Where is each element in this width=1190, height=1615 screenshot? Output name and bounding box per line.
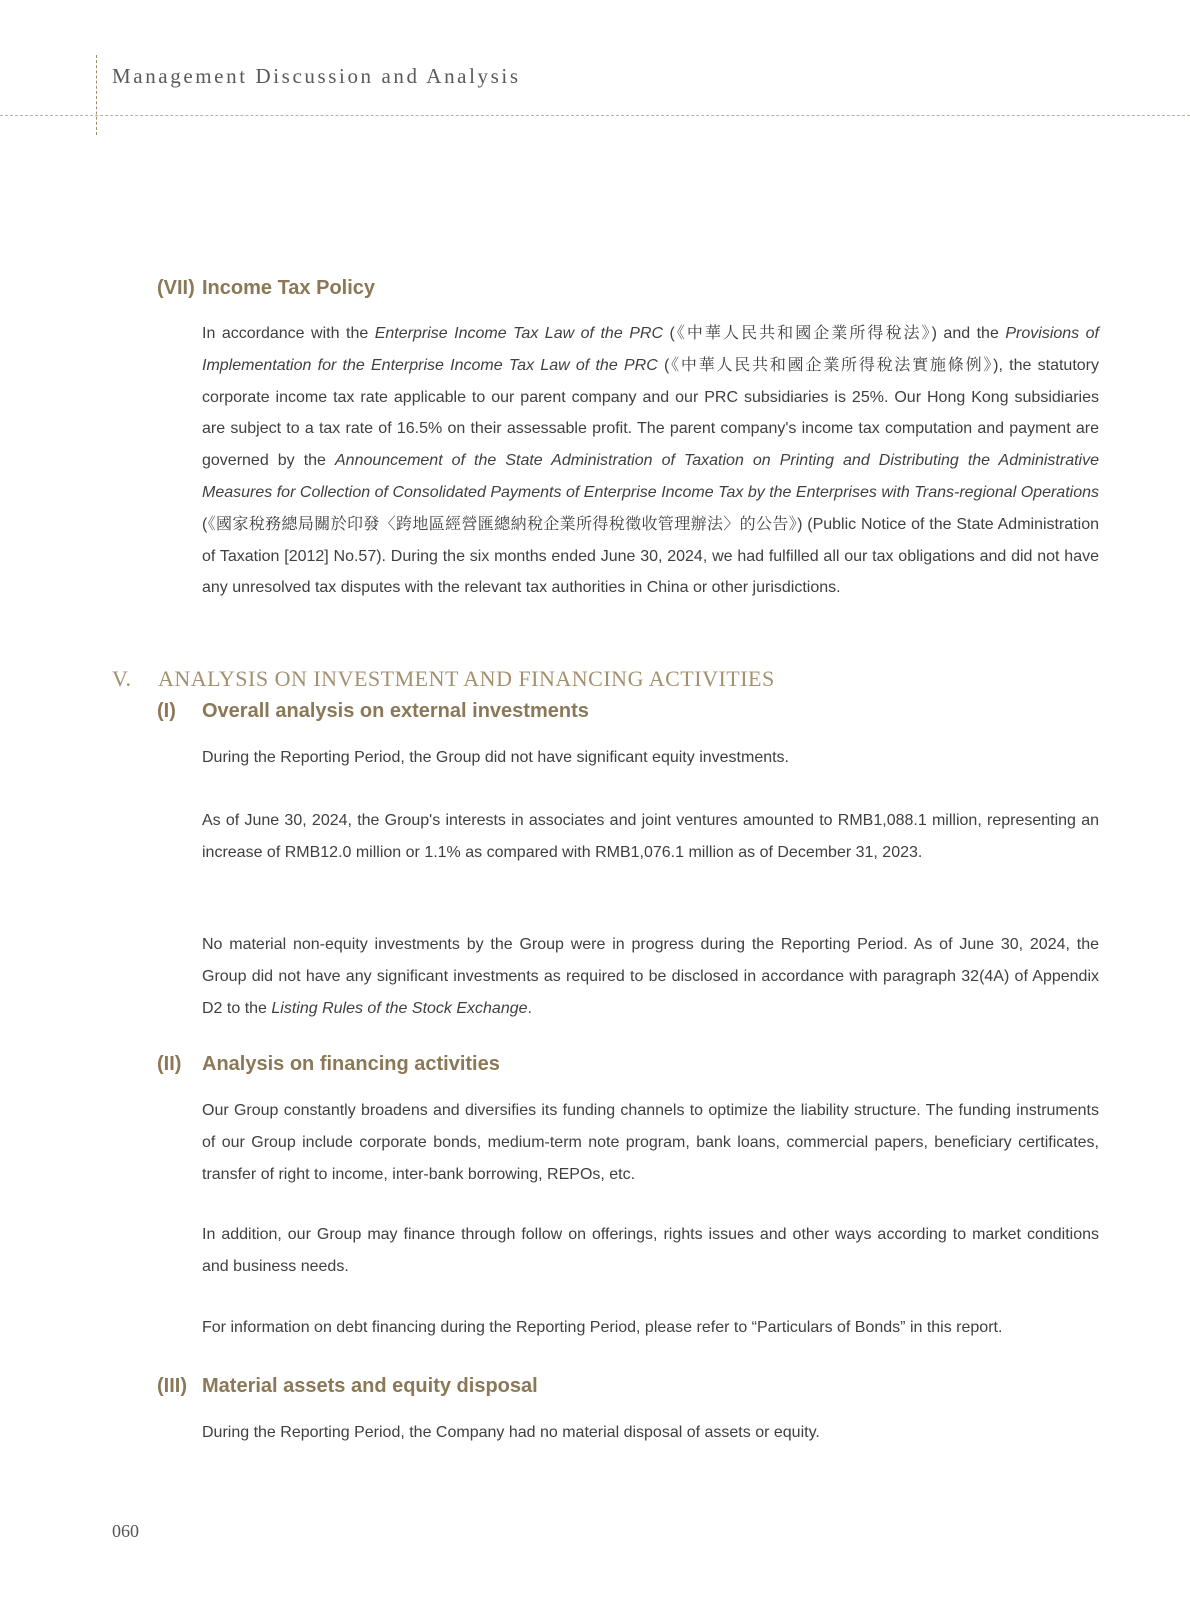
financing-paragraph-1: Our Group constantly broadens and diversifies its funding channels to optimize the liability structure. The funding instruments of our Group include corporate bonds, medium-term note program, bank loans, commercial papers, beneficiary certificates, transfer of right to income, inter-bank borrowing, REPOs, etc. [202, 1102, 1099, 1183]
subsection-number: (III) [157, 1375, 187, 1397]
header-dashed-rule [0, 115, 1190, 116]
subsection-title: Material assets and equity disposal [202, 1375, 538, 1397]
subsection-number: (VII) [157, 277, 195, 299]
subsection-heading-income-tax [157, 277, 376, 300]
financing-paragraph-3: For information on debt financing during the Reporting Period, please refer to “Particulars of Bonds” in this report. [202, 1319, 1003, 1336]
external-investments-paragraph-1: During the Reporting Period, the Group did not have significant equity investments. [202, 749, 789, 766]
subsection-number: (I) [157, 700, 176, 722]
financing-paragraph-2: In addition, our Group may finance through follow on offerings, rights issues and other ways according to market conditions and business needs. [202, 1226, 1099, 1275]
text-run: . [527, 999, 532, 1017]
running-header-title: Management Discussion and Analysis [112, 64, 521, 88]
page-number: 060 [112, 1521, 139, 1541]
text-run: No material non-equity investments by the Group were in progress during the Reporting Period. As of June 30, 2024, the Group did not have any significant investments as required to be disclosed in accordance with paragraph 32(4A) of Appendix D2 to the [202, 936, 1099, 1017]
listing-rules-italic: Listing Rules of the Stock Exchange [271, 999, 528, 1017]
text-run: (《國家稅務總局關於印發〈跨地區經營匯總納稅企業所得稅徵收管理辦法〉的公告》) (Public Notice of the State Administration of Taxation [2012] No.57). During the six months ended June 30, 2024, we had fulfilled all our tax obligations and did not have any unresolved tax disputes with the relevant tax authorities in China or other jurisdictions. [202, 515, 1099, 597]
asset-disposal-paragraph: During the Reporting Period, the Company had no material disposal of assets or equity. [202, 1424, 820, 1441]
subsection-title: Overall analysis on external investments [202, 700, 589, 722]
external-investments-paragraph-2: As of June 30, 2024, the Group's interests in associates and joint ventures amounted to RMB1,088.1 million, representing an increase of RMB12.0 million or 1.1% as compared with RMB1,076.1 million as of December 31, 2023. [202, 812, 1099, 861]
section-title: ANALYSIS ON INVESTMENT AND FINANCING ACTIVITIES [158, 666, 775, 691]
text-run: (《中華人民共和國企業所得稅法實施條例》), the statutory corporate income tax rate applicable to our parent company and our PRC subsidiaries is 25%. Our Hong Kong subsidiaries are subject to a tax rate of 16.5% on their assessable profit. The parent company's income tax computation and payment are governed by the [202, 356, 1099, 470]
external-investments-paragraph-3 [202, 929, 1099, 1024]
subsection-title: Analysis on financing activities [202, 1053, 500, 1075]
section-number: V. [112, 666, 132, 691]
subsection-title: Income Tax Policy [202, 277, 376, 299]
law-title-italic: Enterprise Income Tax Law of the PRC [374, 325, 664, 342]
header-vertical-rule [96, 55, 97, 135]
text-run: (《中華人民共和國企業所得稅法》) and the [663, 325, 1006, 342]
subsection-number: (II) [157, 1053, 182, 1075]
subsection-heading-external-investments [157, 700, 589, 723]
subsection-heading-asset-disposal [157, 1375, 538, 1398]
subsection-heading-financing-activities [157, 1053, 500, 1076]
income-tax-paragraph [202, 318, 1099, 604]
announcement-title-italic: Announcement of the State Administration of Taxation on Printing and Distributing the Administrative Measures for Collection of Consolidated Payments of Enterprise Income Tax by the Enterprises with Trans-regional Operations [202, 452, 1100, 501]
law-title-italic: Provisions of Implementation for the Enterprise Income Tax Law of the PRC [202, 325, 1100, 374]
text-run: In accordance with the [202, 325, 375, 342]
section-heading-investment-financing [112, 666, 775, 692]
